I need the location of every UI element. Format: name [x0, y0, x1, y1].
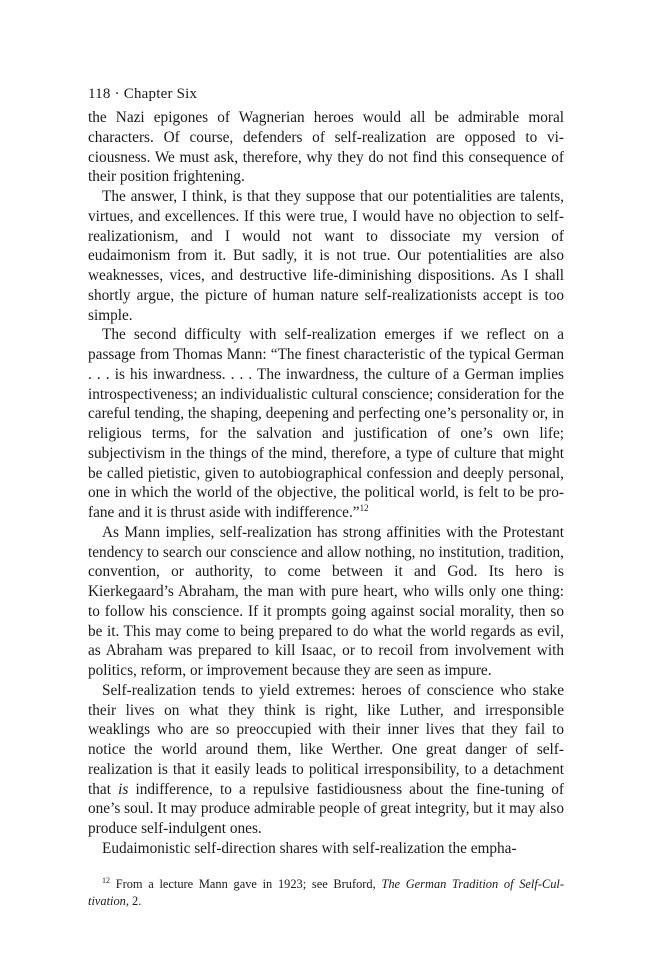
paragraph-4: As Mann implies, self-realization has strong affinities with the Protestant tendency to search our conscience and allow nothing, no institution, tradition, convention, or authority, to come between it and God. Its hero is Kierkegaard’s Abraham, the man with pure heart, who wills only one thing: to follow his conscience. If it prompts going against social morality, then so be it. This may come to being prepared to do what the world regards as evil, as Abraham was prepared to kill Isaac, or to recoil from involvement with politics, reform, or improvement because they are seen as impure. — [88, 523, 564, 679]
footnote-12 — [88, 876, 564, 910]
running-head — [88, 84, 564, 104]
paragraph-5-emphasis: is — [118, 780, 129, 798]
footnote-reference-12[interactable]: 12 — [359, 502, 369, 513]
footnote-text-b: , 2. — [125, 893, 142, 908]
footnote-book-title: The German Tradition of Self-Cultivation — [88, 876, 564, 908]
paragraph-3 — [88, 325, 564, 523]
footnote-text-a: From a lecture Mann gave in 1923; see Bruford, — [110, 876, 382, 891]
footnote-number: 12 — [102, 875, 110, 885]
running-head-separator: · — [114, 86, 120, 102]
paragraph-2: The answer, I think, is that they suppose that our potentialities are talents, virtues, and excellences. If this were true, I would have no objection to self-realizationism, and I would not want to dissociate my version of eudaimonism from it. But sadly, it is not true. Our potentialities are also weaknesses, vices, and destructive life-diminishing dispositions. As I shall shortly argue, the picture of human nature self-realizationists accept is too simple. — [88, 188, 564, 324]
paragraph-6: Eudaimonistic self-direction shares with self-realization the empha- — [102, 839, 517, 857]
paragraph-5-text-a: Self-realization tends to yield extremes: heroes of conscience who stake their lives on what they think is right, like Luther, and irresponsible weaklings who are so preoccupied with their inner lives that they fail to notice the world around them, like Werther. One great danger of self-realization is that it easily leads to political irresponsibility, to a detachment that — [88, 681, 564, 798]
paragraph-1: the Nazi epigones of Wagnerian heroes would all be admirable moral characters. Of course, defenders of self-realization are opposed to viciousness. We must ask, therefore, why they do not find this consequence of their position frightening. — [88, 109, 564, 186]
body-text — [88, 108, 564, 859]
chapter-title: Chapter Six — [123, 86, 198, 102]
page-number: 118 — [88, 86, 111, 102]
book-page — [88, 84, 564, 910]
paragraph-5-text-b: indifference, to a repulsive fastidiousness about the fine-tuning of one’s soul. It may produce admirable people of great integrity, but it may also produce self-indulgent ones. — [88, 780, 565, 837]
paragraph-3-text: The second difficulty with self-realization emerges if we reflect on a passage from Thomas Mann: “The finest characteristic of the typical German . . . is his inwardness. . . . The inwardness, the culture of a German implies introspectiveness; an individualistic cultural conscience; consideration for the careful tending, the shaping, deepening and perfecting one’s personality or, in religious terms, for the salvation and justification of one’s own life; subjectivism in the things of the mind, therefore, a type of culture that might be called pietistic, given to autobiographical confession and deeply personal, one in which the world of the objective, the political world, is felt to be profane and it is thrust aside with indifference.” — [88, 326, 564, 521]
paragraph-5 — [88, 681, 564, 839]
